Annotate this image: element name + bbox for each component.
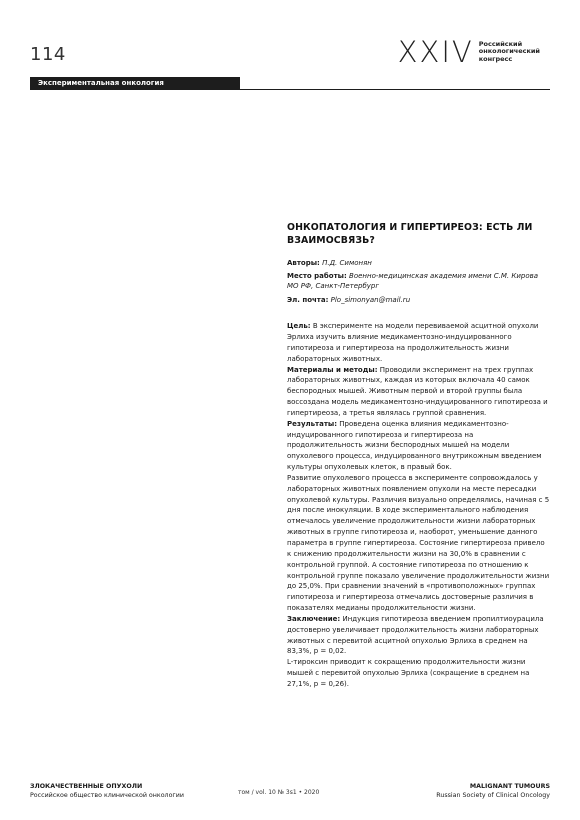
article	[287, 221, 550, 690]
footer-journal-ru: ЗЛОКАЧЕСТВЕННЫЕ ОПУХОЛИ	[30, 783, 143, 790]
congress-number: XXIV	[397, 35, 474, 69]
footer-volume: том / vol. 10 № 3s1 • 2020	[238, 789, 320, 796]
workplace-label: Место работы:	[287, 272, 347, 281]
aim-label: Цель:	[287, 322, 311, 331]
results-text: Проведена оценка влияния медикаментозно-индуцированного гипотиреоза и гипертиреоза на продолжительность жизни беспородных мышей на модели опухолевого процесса, индуцированного внутрикожным введением культуры опухолевых клеток, в правый бок.	[287, 419, 542, 472]
authors-value: П.Д. Симонян	[322, 258, 372, 267]
article-title: ОНКОПАТОЛОГИЯ И ГИПЕРТИРЕОЗ: ЕСТЬ ЛИ ВЗАИМОСВЯЗЬ?	[287, 222, 533, 247]
congress-title	[479, 41, 540, 63]
congress-line: конгресс	[478, 54, 513, 63]
results-paragraph-2: Развитие опухолевого процесса в эксперименте сопровождалось у лабораторных животных появлением опухоли на месте пересадки опухолевой культуры. Различия визуально определялись, начиная с 5 дня после инокуляции. В ходе экспериментального наблюдения отмечалось увеличение продолжительности жизни лабораторных животных в группе гипотиреоза и, наоборот, уменьшение данного параметра в группе гипертиреоза. Состояние гипертиреоза привело к снижению продолжительности жизни на 30,0% в сравнении с контрольной группой. А состояние гипотиреоза по отношению к контрольной группе показало увеличение продолжительности жизни до 25,0%. При сравнении значений в «противоположных» группах гипотиреоза и гипертиреоза отмечались достоверные различия в показателях медианы продолжительности жизни.	[287, 473, 550, 613]
section-divider	[30, 89, 550, 90]
methods-label: Материалы и методы:	[287, 365, 378, 374]
congress-logo	[397, 35, 540, 69]
footer-society-ru: Российское общество клинической онкологии	[30, 792, 184, 800]
results-paragraph	[287, 419, 550, 473]
section-label: Экспериментальная онкология	[30, 77, 240, 90]
methods-paragraph	[287, 365, 550, 419]
authors-line	[287, 258, 550, 268]
conclusion-label: Заключение:	[287, 614, 341, 623]
footer-right	[436, 782, 550, 801]
footer-society-en: Russian Society of Clinical Oncology	[436, 792, 550, 800]
footer-left	[30, 782, 184, 801]
results-label: Результаты:	[287, 419, 338, 428]
congress-line: онкологический	[478, 47, 540, 56]
workplace-line	[287, 271, 550, 292]
email-value: Plo_simonyan@mail.ru	[330, 295, 411, 304]
footer-journal-en: MALIGNANT TUMOURS	[469, 783, 550, 790]
aim-paragraph	[287, 321, 550, 364]
workplace-value: Военно-медицинская академия имени С.М. Кирова МО РФ, Санкт-Петербург	[287, 272, 539, 291]
email-line	[287, 295, 550, 305]
aim-text: В эксперименте на модели перевиваемой асцитной опухоли Эрлиха изучить влияние медикаментозно-индуцированного гипотиреоза и гипертиреоза на продолжительность жизни лабораторных животных.	[287, 322, 539, 363]
email-label: Эл. почта:	[287, 295, 329, 304]
conclusion-paragraph	[287, 614, 550, 657]
congress-line: Российский	[478, 40, 523, 48]
authors-label: Авторы:	[287, 258, 320, 267]
abstract-body	[287, 321, 550, 690]
conclusion-paragraph-2: L-тироксин приводит к сокращению продолжительности жизни мышей с перевитой опухолью Эрлиха (сокращение в среднем на 27,1%, p = 0,26).	[287, 658, 530, 688]
conclusion-text: Индукция гипотиреоза введением пропилтиоурацила достоверно увеличивает продолжительность жизни лабораторных животных с перевитой асцитной опухолью Эрлиха в среднем на 83,3%, p = 0,02.	[287, 614, 544, 656]
page-number: 114	[30, 44, 66, 65]
methods-text: Проводили эксперимент на трех группах лабораторных животных, каждая из которых включала 40 самок беспородных мышей. Животным первой и второй группы была воссоздана модель медикаментозно-индуцированного гипотиреоза и гипертиреоза, а третья являлась группой сравнения.	[287, 365, 548, 417]
